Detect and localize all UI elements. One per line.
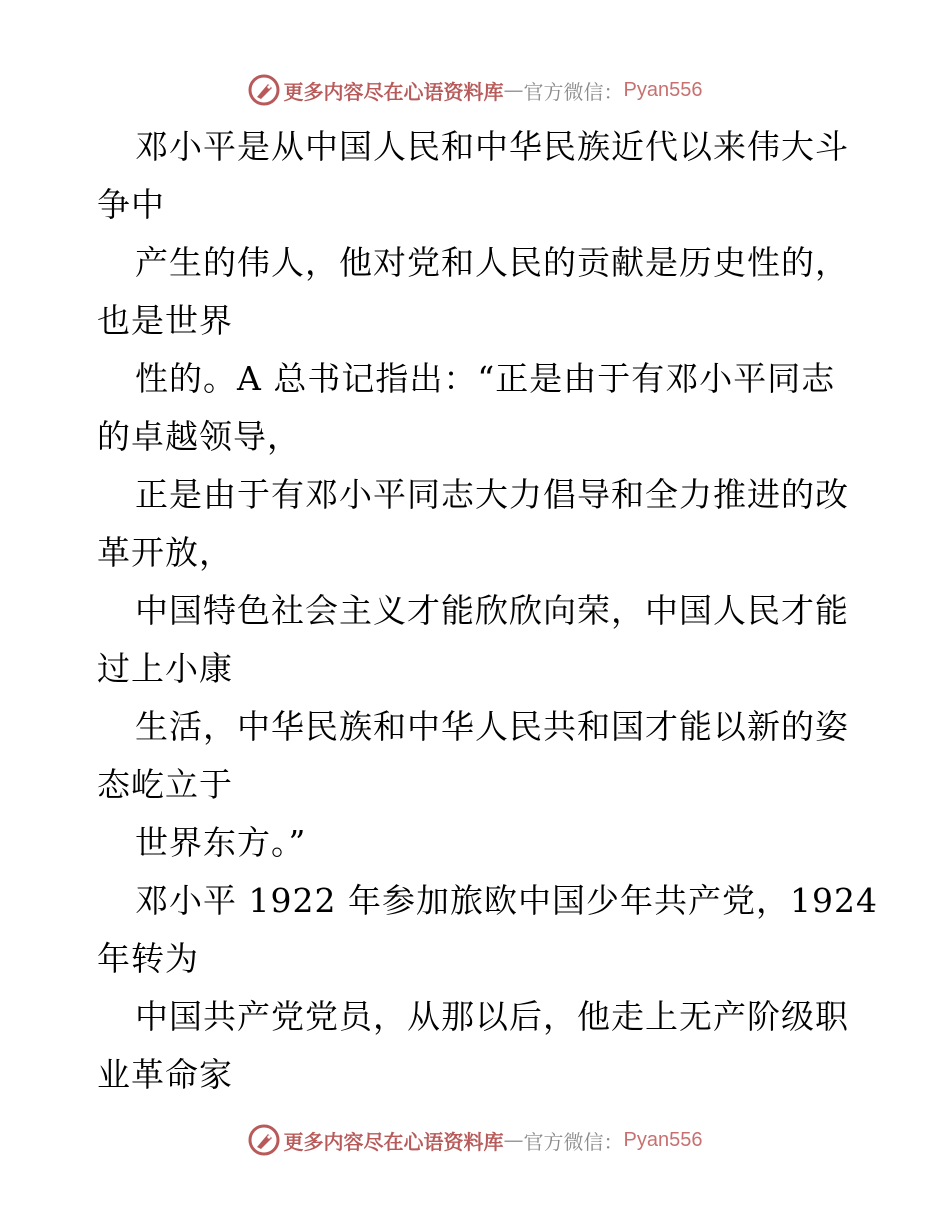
body-line: 生活，中华民族和中华人民共和国才能以新的姿	[135, 707, 849, 746]
body-line: 革开放，	[97, 533, 233, 572]
banner-wechat-label: 官方微信：	[523, 1129, 624, 1154]
body-line: 年转为	[97, 939, 199, 978]
pen-nib-logo-icon	[248, 1124, 280, 1156]
banner-separator: —	[503, 78, 524, 102]
body-line: 正是由于有邓小平同志大力倡导和全力推进的改	[135, 475, 849, 514]
pen-nib-logo-icon	[248, 74, 280, 106]
banner-wechat-id: Pyan556	[623, 78, 703, 101]
banner-separator: —	[503, 1128, 524, 1152]
body-line: 也是世界	[97, 301, 233, 340]
body-line: 邓小平是从中国人民和中华民族近代以来伟大斗	[135, 127, 849, 166]
banner-wechat-label: 官方微信：	[523, 79, 624, 104]
body-line: 性的。A 总书记指出：“正是由于有邓小平同志	[135, 359, 836, 398]
banner-library-text: 更多内容尽在心语资料库	[283, 79, 504, 104]
body-line: 争中	[97, 185, 165, 224]
banner-wechat-id: Pyan556	[623, 1128, 703, 1151]
banner-library-text: 更多内容尽在心语资料库	[283, 1129, 504, 1154]
header-banner	[0, 70, 950, 110]
document-body	[97, 118, 878, 1104]
body-line: 产生的伟人，他对党和人民的贡献是历史性的，	[135, 243, 849, 282]
body-line: 态屹立于	[97, 765, 233, 804]
body-line: 邓小平 1922 年参加旅欧中国少年共产党，1924	[135, 881, 878, 920]
body-line: 中国共产党党员，从那以后，他走上无产阶级职	[135, 997, 849, 1036]
body-line: 过上小康	[97, 649, 233, 688]
footer-banner	[0, 1120, 950, 1160]
body-line: 世界东方。”	[135, 823, 307, 862]
body-line: 的卓越领导，	[97, 417, 301, 456]
body-line: 中国特色社会主义才能欣欣向荣，中国人民才能	[135, 591, 849, 630]
body-line: 业革命家	[97, 1055, 233, 1094]
